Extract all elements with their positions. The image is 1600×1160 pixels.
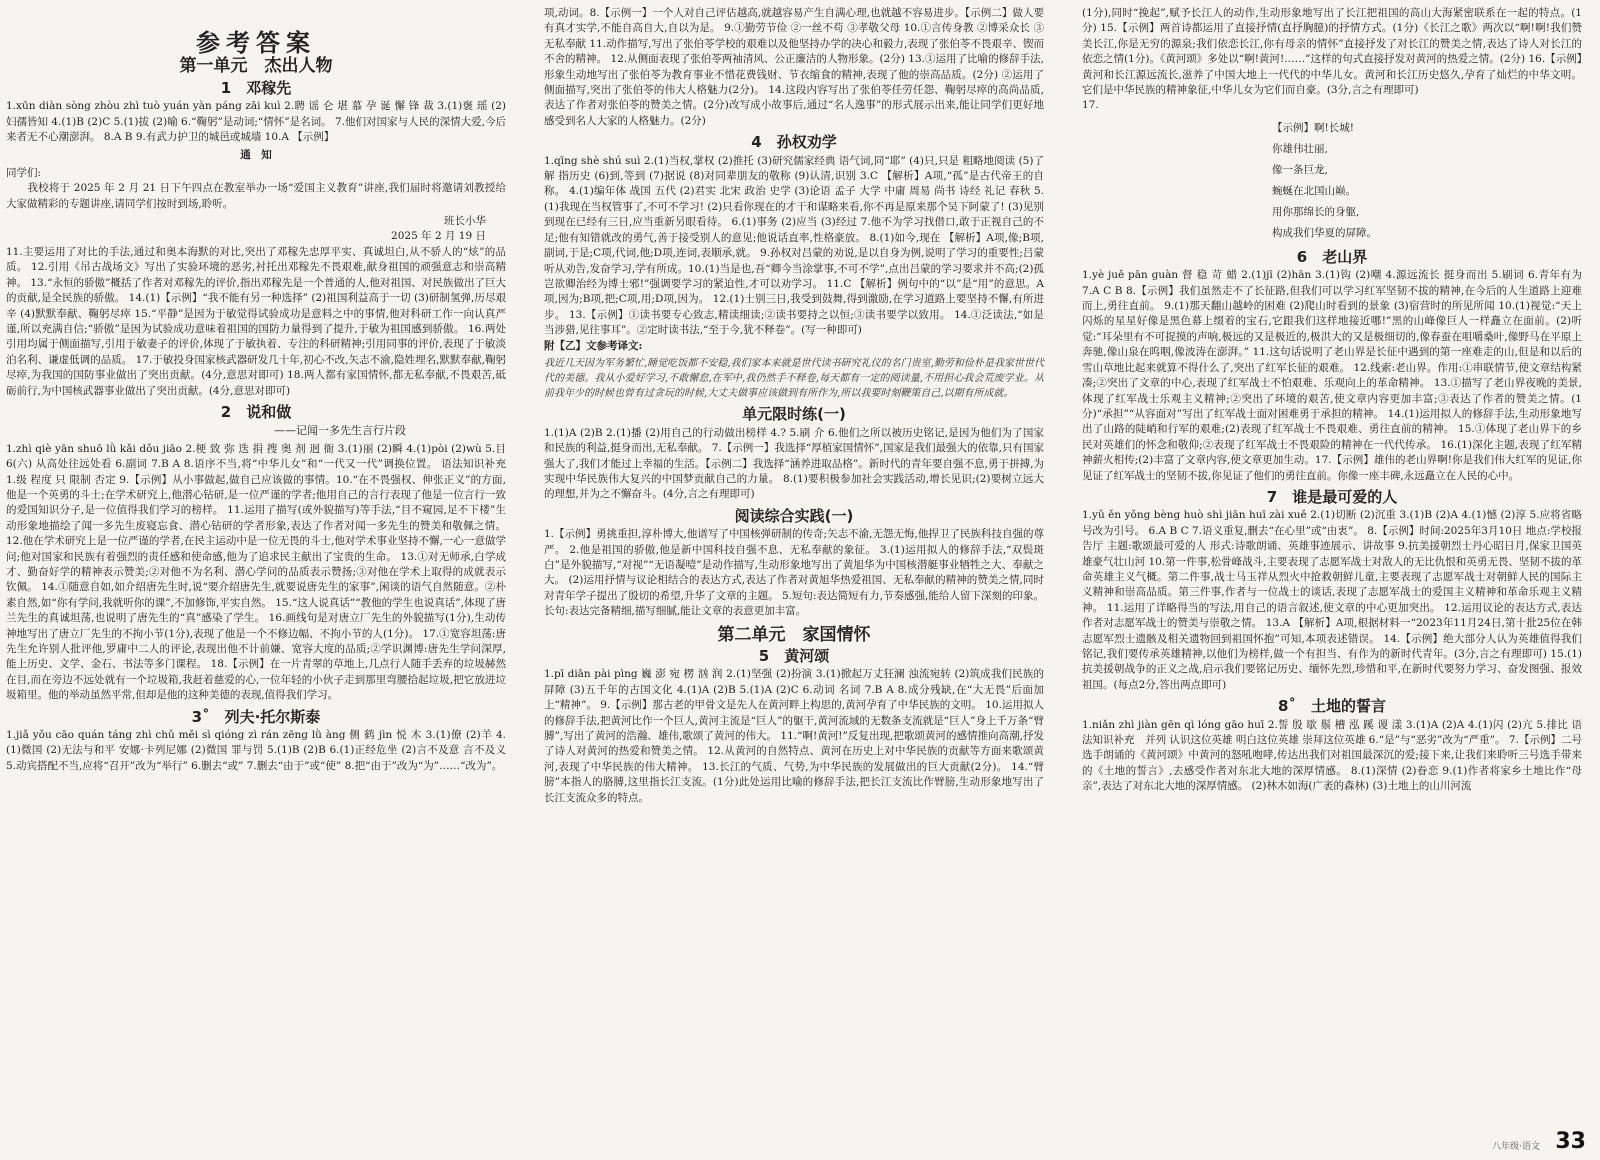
answer-text: 11.主要运用了对比的手法,通过和奥本海默的对比,突出了邓稼先忠厚平实、真诚坦白,从不骄人的“炫”的品质。 12.引用《吊古战场文》写出了实验环境的恶劣,衬托出邓稼先不畏艰难,献身祖国的顽强意志和崇高精神。 13.“永恒的骄傲”概括了作者对邓稼先的评价,指出邓稼先是一个普通的人,他对祖国、对民族做出了巨大的贡献,是全民族的骄傲。 14.(1)【示例】“我不能有另一种选择” (2)祖国利益高于一切 (3)研制氢弹,历尽艰辛 (4)默默奉献、鞠躬尽瘁 15.“平静”是因为于敏觉得试验成功是意料之中的事情,他对科研工作一向认真严谨,所以充满自信;“骄傲”是因为试验成功意味着祖国的国防力量得到了提升,于敏为祖国感到骄傲。 16.两处引用均属于侧面描写,引用于敏妻子的评价,体现了于敏执着、专注的科研精神;引用同事的评价,表现了于敏淡泊名利、谦虚低调的品质。 17.于敏投身国家核武器研发几十年,初心不改,矢志不渝,隐姓埋名,默默奉献,鞠躬尽瘁,为我国的国防事业做出了突出贡献。(4分,意思对即可) 18.两人都有家国情怀,都无私奉献,不畏艰苦,砥砺前行,为中国核武器事业做出了突出贡献。(4分,意思对即可) — [6, 245, 506, 397]
section-title: 阅读综合实践(一) — [734, 506, 854, 525]
lesson-title: 5 黄河颂 — [758, 647, 830, 666]
answer-text: 1.qīng shè shú suì 2.(1)当权,掌权 (2)推托 (3)研究儒家经典 语气词,同“耶” (4)只,只是 粗略地阅读 (5)了解 指历史 (6)到,等到 (7)据说 (8)对同辈朋友的敬称 (9)认清,识别 3.C 【解析】A项,“孤”是古代帝王的自称。 4.(1)编年体 战国 五代 (2)君实 北宋 政治 史学 (3)论语 孟子 大学 中庸 周易 尚书 诗经 礼记 春秋 5.(1)我现在当权管事了,不可不学习! (2)只看你现在的才干和谋略来看,你不再是原来那个吴下阿蒙了! (3)见别到现在已经有三日,应当重新另眼看待。 6.(1)事务 (2)应当 (3)经过 7.他不为学习找借口,敢于正视自己的不足;他有知错就改的勇气,善于接受别人的意见;他说话直率,性格豪放。 8.(1)如今,现在 【解析】A项,像;B项,副词,于是;C项,代词,他;D项,连词,表顺承,就。 9.孙权对吕蒙的劝说,是以自身为例,说明了学习的重要性;吕蒙听从劝告,发奋学习,学有所成。10.(1)当是也,吾“卿今当涂掌事,不可不学”,点出吕蒙的学习要求并不高;(2)孤岂欲卿治经为博士邪!”强调要学习的紧迫性,才可以劝学习。 11.C 【解析】例句中的“以”是“用”的意思。A项,因为;B项,把;C项,用;D项,因为。 12.(1)士别三日,我受到鼓舞,得到激励,在学习道路上要坚持不懈,有所进步。 13.【示例】①读书要专心致志,精读细读;②读书要持之以恒;③读书要学以致用。 14.①泛读法,“如是当涉猎,见往事耳”。②定时读书法,“至于今,犹不释卷”。(写一种即可) — [544, 154, 1044, 337]
poem-line: 你雄伟壮丽, — [1272, 142, 1328, 155]
lesson-title: 4 孙权劝学 — [751, 133, 837, 152]
poem-line: 用你那绵长的身躯, — [1272, 205, 1360, 218]
unit-title: 第二单元 家国情怀 — [717, 624, 871, 645]
column-middle — [544, 6, 1044, 806]
column-right — [1082, 6, 1582, 795]
lesson-title: 6 老山界 — [1296, 247, 1368, 266]
footer-tag: 八年级·语文 — [1492, 1142, 1540, 1152]
answer-text: 1.niǎn zhì jiàn gēn qì lóng gāo huī 2.誓 殷 歇 鬃 槽 泓 蹊 谡 漾 3.(1)A (2)A 4.(1)闪 (2)亢 5.排比 语法知识补充 并列 认识这位英雄 明白这位英雄 崇拜这位英雄 6.“是”与“恶劣”改为“严重”。 7.【示例】二号选手朗诵的《黄河颂》中黄河的怒吼咆哮,传达出我们对祖国最深沉的爱;接下来,让我们来聆听三号选手带来的《土地的誓言》,去感受作者对东北大地的深厚情感。 8.(1)深情 (2)眷恋 9.(1)作者将家乡土地比作“母亲”,表达了对东北大地的深厚情感。 (2)林木如海(广袤的森林) (3)土地上的山川河流 — [1082, 718, 1582, 793]
notice-title: 通 知 — [240, 149, 272, 162]
notice-body: 同学们: 我校将于 2025 年 2 月 21 日下午四点在教室举办一场“爱国主义教育”讲座,我们届时将邀请刘教授给大家做精彩的专题讲座,请同学们按时到场,聆听。 — [6, 166, 506, 210]
page-number: 33 — [1555, 1129, 1586, 1154]
poem-line: 蜿蜒在北国山巅。 — [1272, 184, 1356, 197]
answer-text: 1.(1)A (2)B 2.(1)播 (2)用自己的行动做出榜样 4.? 5.刷 介 6.他们之所以被历史铭记,是因为他们为了国家和民族的利益,挺身而出,无私奉献。 7.【示例一】我选择“厚植家国情怀”,国家是我们最强大的依靠,只有国家强大了,我们才能过上幸福的生活。【示例二】我选择“涵养进取品格”。新时代的青年要自强不息,勇于拼搏,为实现中华民族伟大复兴的中国梦贡献自己的力量。 8.(1)要积极参加社会实践活动,增长见识;(2)要树立远大的理想,并为之不懈奋斗。(4分,言之有理即可) — [544, 426, 1044, 501]
lesson-title: 1 邓稼先 — [220, 78, 292, 97]
lesson-title: 8˚ 土地的誓言 — [1278, 697, 1386, 716]
poem-line: 构成我们华夏的屏障。 — [1272, 226, 1377, 239]
notice-date: 2025 年 2 月 19 日 — [391, 230, 486, 243]
answer-text: 1.jiǎ yǒu cāo quán táng zhì chǔ měi sì qióng zì rán zēng lǜ àng 侧 鹤 jìn 悦 木 3.(1)僚 (2)羊 4.(1)微国 (2)无法与和平 安娜·卡列尼娜 (2)微国 罪与罚 5.(1)B (2)B 6.(1)正经危坐 (2)言不及意 言不及义 5.动宾搭配不当,应将“召开”改为“举行” 6.删去“或” 7.删去“由于”或“使” 8.把“由于”改为“为”……“改为”。 — [6, 729, 506, 772]
translation-text: 我近几天因为军务繁忙,睡觉吃饭都不安稳,我们家本来就是世代读书研究礼仪的名门贵室,勤劳和俭朴是我家世世代代的美德。我从小爱好学习,不敢懈怠,在军中,我仍然手不释卷,每天都有一定的阅读量,不用担心我会荒废学业。从前我年少的时候也曾有过贪玩的时候,大丈夫做事应该做到有所作为,所以我要时刻鞭策自己,以期有所成就。 — [544, 357, 1044, 399]
lesson-subtitle: ——记闻一多先生言行片段 — [274, 424, 406, 438]
translation-title: 附【乙】文参考译文: — [544, 339, 643, 352]
column-left — [6, 6, 517, 774]
section-title: 单元限时练(一) — [742, 405, 846, 424]
answer-text: 1.yè juě pān guàn 督 稳 苛 蜡 2.(1)jī (2)hān 3.(1)钩 (2)嘲 4.源远流长 挺身而出 5.刷词 6.青年有为 7.A C B 8.【示例】我们虽然走不了长征路,但我们可以学习红军坚韧不拔的精神,在今后的人生道路上迎难而上,勇往直前。 9.(1)那天翻山越岭的困难 (2)爬山时看到的景象 (3)宿营时的所见所闻 10.(1)视觉:“天上闪烁的星星好像是黑色幕上缀着的宝石,它跟我们这样地接近哪!”黑的山峰像巨人一样矗立在面前。(2)听觉:“耳朵里有不可捉摸的声响,极远的又是极近的,极洪大的又是极细切的,像春蚕在咀嚼桑叶,像野马在平原上奔驰,像山泉在呜咽,像波涛在澎湃。” 11.这句话说明了老山界是长征中遇到的第一座难走的山,但是和以后的雪山草地比起来就算不得什么了,突出了红军长征的艰难。 12.线索:老山界。作用:①串联情节,使文章结构紧凑;②突出了文章的中心,表现了红军战士不怕艰难、乐观向上的革命精神。 13.①描写了老山界夜晚的美景,体现了红军战士乐观主义精神;②突出了环境的艰苦,使文章内容更加丰富;③表达了作者的赞美之情。(1分)“承担”“从容面对”写出了红军战士面对困难勇于承担的精神。 14.(1)运用拟人的修辞手法,生动形象地写出了山路的陡峭和行军的艰难;(2)表现了红军战士不畏艰难、勇往直前的精神。 15.①体现了老山界下的乡民对英雄们的怀念和敬仰;②表现了红军战士不畏艰险的精神在一代代传承。 16.(1)深化主题,表现了红军精神薪火相传;(2)丰富了文章内容,使文章更加生动。17.【示例】雄伟的老山界啊!你是我们伟大红军的见证,你见证了红军战士的坚韧不拔,你见证了他们的勇往直前。你像一座丰碑,永远矗立在人民的心中。 — [1082, 269, 1582, 482]
lesson-title: 7 谁是最可爱的人 — [1266, 487, 1398, 506]
answer-text: 1.yǔ ěn yǒng bèng huò shì jiān huī zài xuě 2.(1)切断 (2)沉重 3.(1)B (2)A 4.(1)憾 (2)淳 5.应将省略号改为引号。 6.A B C 7.语义重复,删去“在心里”或“由衷”。 8.【示例】时间:2025年3月10日 地点:学校报告厅 主题:歌颂最可爱的人 形式:诗歌朗诵、英雄事迹展示、讲故事 9.抗美援朝烈士丹心昭日月,保家卫国英雄豪气壮山河 10.第一件事,松骨峰战斗,主要表现了志愿军战士对敌人的无比仇恨和英勇无畏、坚韧不拔的革命英雄主义气概。第二件事,战士马玉祥从烈火中抢救朝鲜儿童,主要表现了志愿军战士对朝鲜人民的国际主义精神和崇高品质。第三件事,作者与一位战士的谈话,表现了志愿军战士的爱国主义精神和革命乐观主义精神。 11.运用了详略得当的写法,用自己的语言叙述,使文章的中心更加突出。 12.运用议论的表达方式,表达作者对志愿军战士的赞美与崇敬之情。 13.A 【解析】A项,根据材料一“2023年11月24日,第十批25位在韩志愿军烈士遗骸及相关遗物回到祖国怀抱”可知,本项表述错误。 14.【示例】绝大部分人认为英雄值得我们铭记,我们要传承英雄精神,以他们为榜样,做一个有担当、有作为的新时代青年。(3分,言之有理即可) 15.(1)抗美援朝战争的正义之战,启示我们要铭记历史、缅怀先烈,珍惜和平,在新时代要努力学习、奋发图强、报效祖国。(每点2分,答出两点即可) — [1082, 509, 1582, 691]
poem — [1272, 118, 1582, 244]
lesson-title: 3˚ 列夫·托尔斯泰 — [191, 707, 321, 726]
page-title: 参考答案 — [196, 29, 316, 57]
answer-text: 17. — [1082, 99, 1099, 112]
answer-text: 项,动词。8.【示例一】一个人对自己评估越高,就越容易产生自满心理,也就越不容易进步。【示例二】做人要有真才实学,不能自高自大,自以为是。 9.①勤劳节俭 ②一丝不苟 ③孝敬父母 10.①言传身教 ②博采众长 ③无私奉献 11.动作描写,写出了张伯苓学校的艰难以及他坚持办学的决心和毅力,表现了张伯苓不畏艰辛、锲而不舍的精神。 12.从侧面表现了张伯苓两袖清风、公正廉洁的人物形象。(2分) 13.①运用了比喻的修辞手法,形象生动地写出了张伯苓为教育事业不惜花费钱财、节衣缩食的精神,表现了他的崇高品质。(2分) ②运用了侧面描写,突出了张伯苓的伟大人格魅力(2分)。 14.这段内容写出了张伯苓任劳任怨、鞠躬尽瘁的高尚品质,表达了作者对张伯苓的赞美之情。(2分)改写成小故事后,通过“名人逸事”的形式展示出来,能让同学们更好地感受到名人大家的人格魅力。(2分) — [544, 7, 1044, 127]
poem-line: 像一条巨龙, — [1272, 163, 1328, 176]
lesson-title: 2 说和做 — [220, 402, 292, 421]
answer-text: 1.zhì qiè yān shuō lǜ kǎi dǒu jiāo 2.梗 致 弥 迭 捐 搜 奥 剂 迥 衙 3.(1)丽 (2)瞬 4.(1)pòi (2)wù 5.目 6(六) 从高处往远处看 6.副词 7.B A 8.语序不当,将“中华儿女”和“一代又一代”调换位置。 语法知识补充 1.级 程度 只 限制 否定 9.【示例】从小事做起,做自己应该做的事情。10.“在不畏强权、伸张正义”的方面,他是一个英勇的斗士;在学术研究上,他潜心钻研,是一位严谨的学者;他用自己的言行表现了他是一位言行一致的爱国知识分子,是一位值得我们学习的榜样。 11.运用了描写(或外貌描写)等手法,“目不窥园,足不下楼”生动形象地描绘了闻一多先生废寝忘食、潜心钻研的学者形象,表达了作者对闻一多先生的赞美和敬佩之情。 12.他在学术研究上是一位严谨的学者,在民主运动中是一位无畏的斗士,他对学术事业坚持不懈,一心一意做学问;他对国家和民族有着强烈的责任感和使命感,他为了追求民主献出了宝贵的生命。 13.①对无师承,白学成才、勤奋好学的精神表示赞美;②对他不为名利、潜心学问的品质表示赞扬;③对他在学术上取得的成就表示钦佩。 14.①随意自如,如介绍唐先生时,说“要介绍唐先生,就要说唐先生的家事”,闲谈的语气自然随意。②朴素自然,如“你有学问,我就听你的课”,不加修饰,平实自然。 15.“这人说真话”“教他的学生也说真话”,体现了唐兰先生的真诚坦荡,也说明了唐先生的“真”感染了学生。 16.画线句是对唐立厂先生的外貌描写(1分),生动传神地写出了唐立厂先生的不拘小节(1分),表现了他是一个不修边幅、不拘小节的人(1分)。 17.①宽容坦荡:唐先生允许别人批评他,罗庸中二人的评论,表现出他不计前嫌、宽容大度的品质;②学识渊博:唐先生学问深厚,能上历史、文学、金石、书法等多门课程。 18.【示例】在一片青翠的草地上,几点行人随手丢弃的垃圾赫然在目,而在旁边不远处就有一个垃圾箱,我赶着慈爱的心,一位年轻的小伙子走到那里弯腰拾起垃圾,把它放进垃圾箱里。他的举动虽然平常,但却是他的这种美德的表现,值得我们学习。 — [6, 442, 517, 702]
notice-signature: 班长小华 — [444, 215, 486, 228]
answer-text: 1.pī diān pài pìng 巍 澎 宛 楞 汹 润 2.(1)坚强 (2)扮演 3.(1)掀起万丈狂澜 浊流宛转 (2)筑成我们民族的屏障 (3)五千年的古国文化 4.(1)A (2)B 5.(1)A (2)C 6.动词 名词 7.B A 8.成分残缺,在“大无畏”后面加上“精神”。 9.【示例】那古老的甲骨文是先人在黄河畔上构思的,黄河孕育了中华民族的文明。 10.运用拟人的修辞手法,把黄河比作一个巨人,黄河主流是“巨人”的躯干,黄河流域的无数条支流就是“巨人”身上千万条“臂膊”,写出了黄河的浩瀚、雄伟,歌颂了黄河的伟大。 11.“啊!黄河!”反复出现,把歌颂黄河的感情推向高潮,抒发了诗人对黄河的热爱和赞美之情。 12.从黄河的自然特点、黄河在历史上对中华民族的贡献等方面来歌颂黄河,表现了中华民族的伟大精神。 13.长江的气质、气势,为中华民族的发展做出的巨大贡献(2分)。 14.“臂膀”本指人的胳膊,这里指长江支流。(1分)此处运用比喻的修辞手法,把长江支流比作臂膀,生动形象地写出了长江支流众多的特点。 — [544, 668, 1044, 804]
poem-line: 【示例】啊!长城! — [1272, 121, 1354, 134]
answer-text: 1.xūn diàn sòng zhòu zhì tuò yuán yàn páng zāi kuì 2.聘 谣 仑 堪 慕 孕 诞 懈 锋 裁 3.(1)褒 瑶 (2)妇孺皆知 4.(1)B (2)C 5.(1)拔 (2)喻 6.“鞠躬”是动词;“情怀”是名词。 7.他们对国家与人民的深情大爱,今后来者无不心潮澎湃。 8.A B 9.有武力护卫的城邑或城墙 10.A 【示例】 — [6, 100, 506, 144]
unit-title: 第一单元 杰出人物 — [179, 56, 333, 77]
answer-text: 1.【示例】勇挑重担,淳朴博大,他谱写了中国核弹研制的传奇;矢志不渝,无怨无悔,他捍卫了民族科技自强的尊严。 2.他是祖国的骄傲,他是新中国科技自强不息、无私奉献的象征。 3.(1)运用拟人的修辞手法,“双鬓斑白”是外貌描写,“对视”“无语凝噎”是动作描写,生动形象地写出了黄旭华为中国核潜艇事业牺牲之大、奉献之大。 (2)运用抒情与议论相结合的表达方式,表达了作者对黄旭华热爱祖国、无私奉献的精神的赞美之情,同时对青年学子提出了殷切的希望,升华了文章的主题。 5.短句:表达简短有力,节奏感强,能给人留下深刻的印象。长句:表达完备精细,描写细腻,能让文章的表意更加丰富。 — [544, 528, 1044, 618]
answer-text: (1分),同时“挽起”,赋予长江人的动作,生动形象地写出了长江把祖国的高山大海紧密联系在一起的特点。(1分) 15.【示例】两首诗都运用了直接抒情(直抒胸臆)的抒情方式。(1分)《长江之歌》两次以“啊!啊!我们赞美长江,你是无穷的源泉;我们依恋长江,你有母亲的情怀”直接抒发了对长江的赞美之情,表达了诗人对长江的依恋之情(1分)。《黄河颂》多处以“啊!黄河!……”这样的句式直接抒发对黄河的热爱之情。(2分) 16.【示例】黄河和长江源远流长,滋养了中国大地上一代代的中华儿女。黄河和长江历史悠久,孕育了灿烂的中华文明。它们是中华民族的精神象征,中华儿女为它们而自豪。(3分,言之有理即可) — [1082, 7, 1582, 97]
